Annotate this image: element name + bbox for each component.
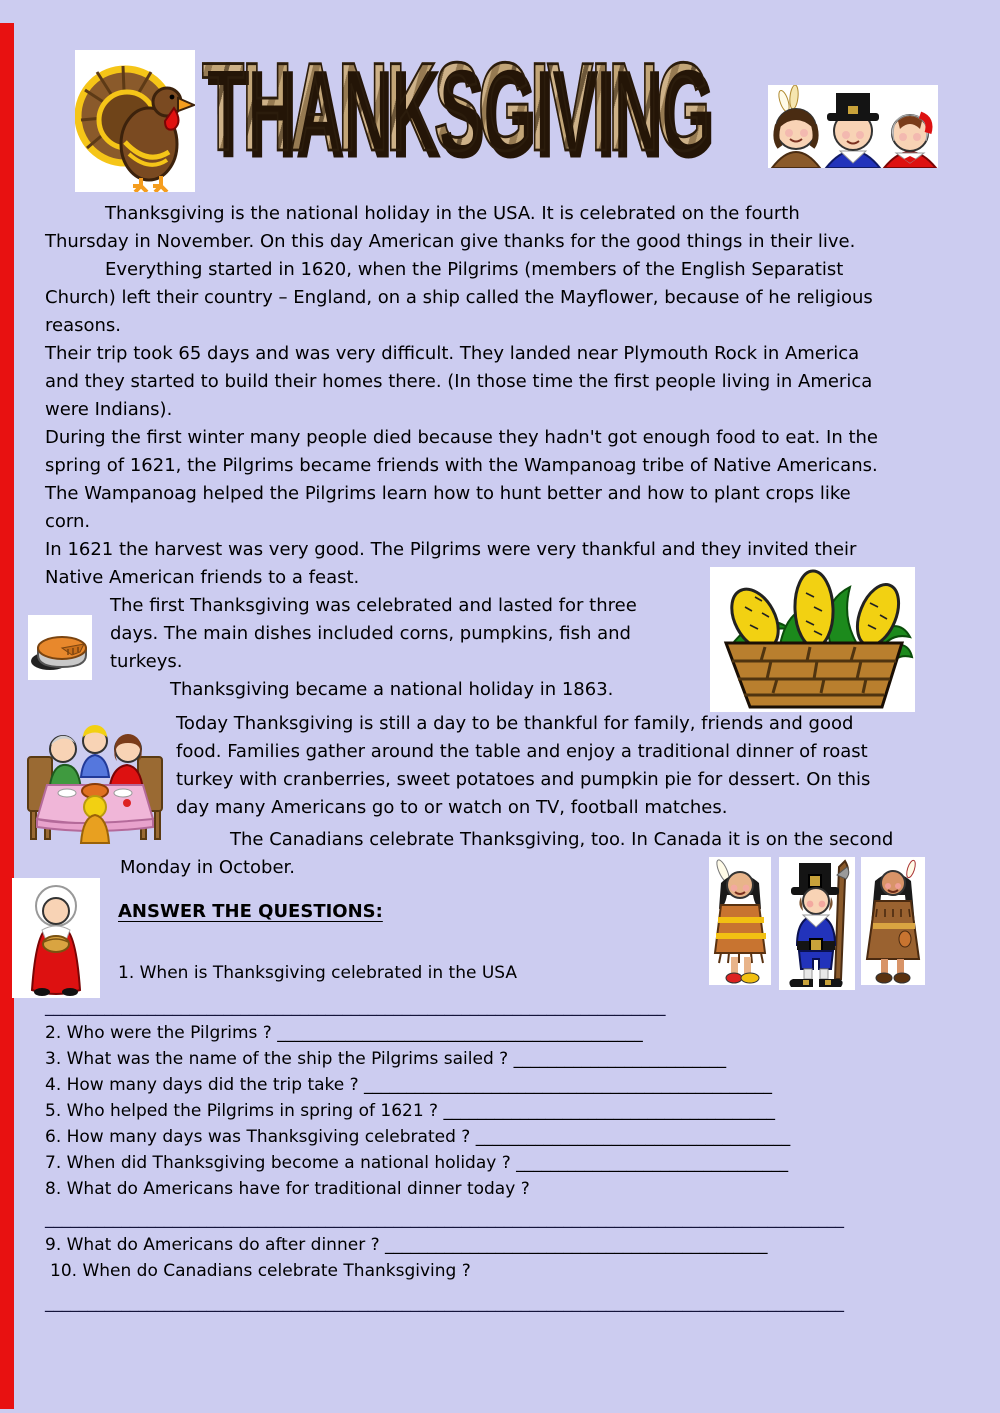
turkey-image (75, 50, 195, 192)
body-text-line: Today Thanksgiving is still a day to be thankful for family, friends and good (176, 713, 854, 734)
body-text-line: Thanksgiving is the national holiday in the USA. It is celebrated on the fourth (105, 203, 800, 224)
question-line-10: 10. When do Canadians celebrate Thanksgiving ? (50, 1261, 471, 1281)
body-text-line: Their trip took 65 days and was very difficult. They landed near Plymouth Rock in America (45, 343, 860, 364)
body-text-line: reasons. (45, 315, 122, 336)
body-text-line: Thursday in November. On this day American give thanks for the good things in their live. (45, 231, 856, 252)
answer-blank-line: ______________________________________________________________________________________________ (45, 1209, 844, 1229)
body-text-line: corn. (45, 511, 91, 532)
left-margin-stripe (0, 23, 14, 1409)
question-line-7: 7. When did Thanksgiving become a national holiday ? ________________________________ (45, 1153, 789, 1173)
body-text-line: were Indians). (45, 399, 173, 420)
body-text-line: Church) left their country – England, on a ship called the Mayflower, because of he religious (45, 287, 873, 308)
body-text-line: During the first winter many people died because they hadn't got enough food to eat. In the (45, 427, 878, 448)
body-text-line: spring of 1621, the Pilgrims became friends with the Wampanoag tribe of Native Americans. (45, 455, 878, 476)
page-title-text: THANKSGIVING THANKSGIVING (202, 34, 708, 178)
worksheet-body (45, 200, 975, 1316)
page-title (202, 34, 782, 177)
body-text-line: The Canadians celebrate Thanksgiving, too. In Canada it is on the second (230, 829, 894, 850)
questions-heading (45, 898, 975, 926)
body-text-line: Everything started in 1620, when the Pilgrims (members of the English Separatist (105, 259, 844, 280)
body-text-line: days. The main dishes included corns, pumpkins, fish and (110, 623, 631, 644)
body-text-line: In 1621 the harvest was very good. The Pilgrims were very thankful and they invited their (45, 539, 857, 560)
body-text-line: Native American friends to a feast. (45, 567, 360, 588)
question-line-2: 2. Who were the Pilgrims ? ___________________________________________ (45, 1023, 643, 1043)
body-text-line: Thanksgiving became a national holiday in 1863. (170, 679, 614, 700)
body-text-line: turkeys. (110, 651, 183, 672)
question-line-9: 9. What do Americans do after dinner ? _____________________________________________ (45, 1235, 768, 1255)
question-line-6: 6. How many days was Thanksgiving celebrated ? _____________________________________ (45, 1127, 791, 1147)
answer-blank-line: ______________________________________________________________________________________________ (45, 1293, 844, 1313)
body-text-line: The first Thanksgiving was celebrated and lasted for three (110, 595, 637, 616)
body-text-line: day many Americans go to or watch on TV, football matches. (176, 797, 728, 818)
question-line-8: 8. What do Americans have for traditional dinner today ? (45, 1179, 530, 1199)
body-text-line: The Wampanoag helped the Pilgrims learn how to hunt better and how to plant crops like (45, 483, 851, 504)
body-text-line: Monday in October. (120, 857, 296, 878)
question-line-5: 5. Who helped the Pilgrims in spring of 1621 ? _______________________________________ (45, 1101, 775, 1121)
question-line-1: 1. When is Thanksgiving celebrated in the USA (118, 963, 518, 983)
question-line-3: 3. What was the name of the ship the Pilgrims sailed ? _________________________ (45, 1049, 727, 1069)
answer-blank-line: _________________________________________________________________________ (45, 997, 666, 1017)
questions-heading-text: ANSWER THE QUESTIONS: (118, 901, 383, 922)
body-text-line: food. Families gather around the table and enjoy a traditional dinner of roast (176, 741, 868, 762)
question-line-4: 4. How many days did the trip take ? ________________________________________________ (45, 1075, 773, 1095)
body-text-line: turkey with cranberries, sweet potatoes and pumpkin pie for dessert. On this (176, 769, 871, 790)
pilgrims-image (768, 85, 938, 168)
body-text-line: and they started to build their homes there. (In those time the first people living in America (45, 371, 873, 392)
